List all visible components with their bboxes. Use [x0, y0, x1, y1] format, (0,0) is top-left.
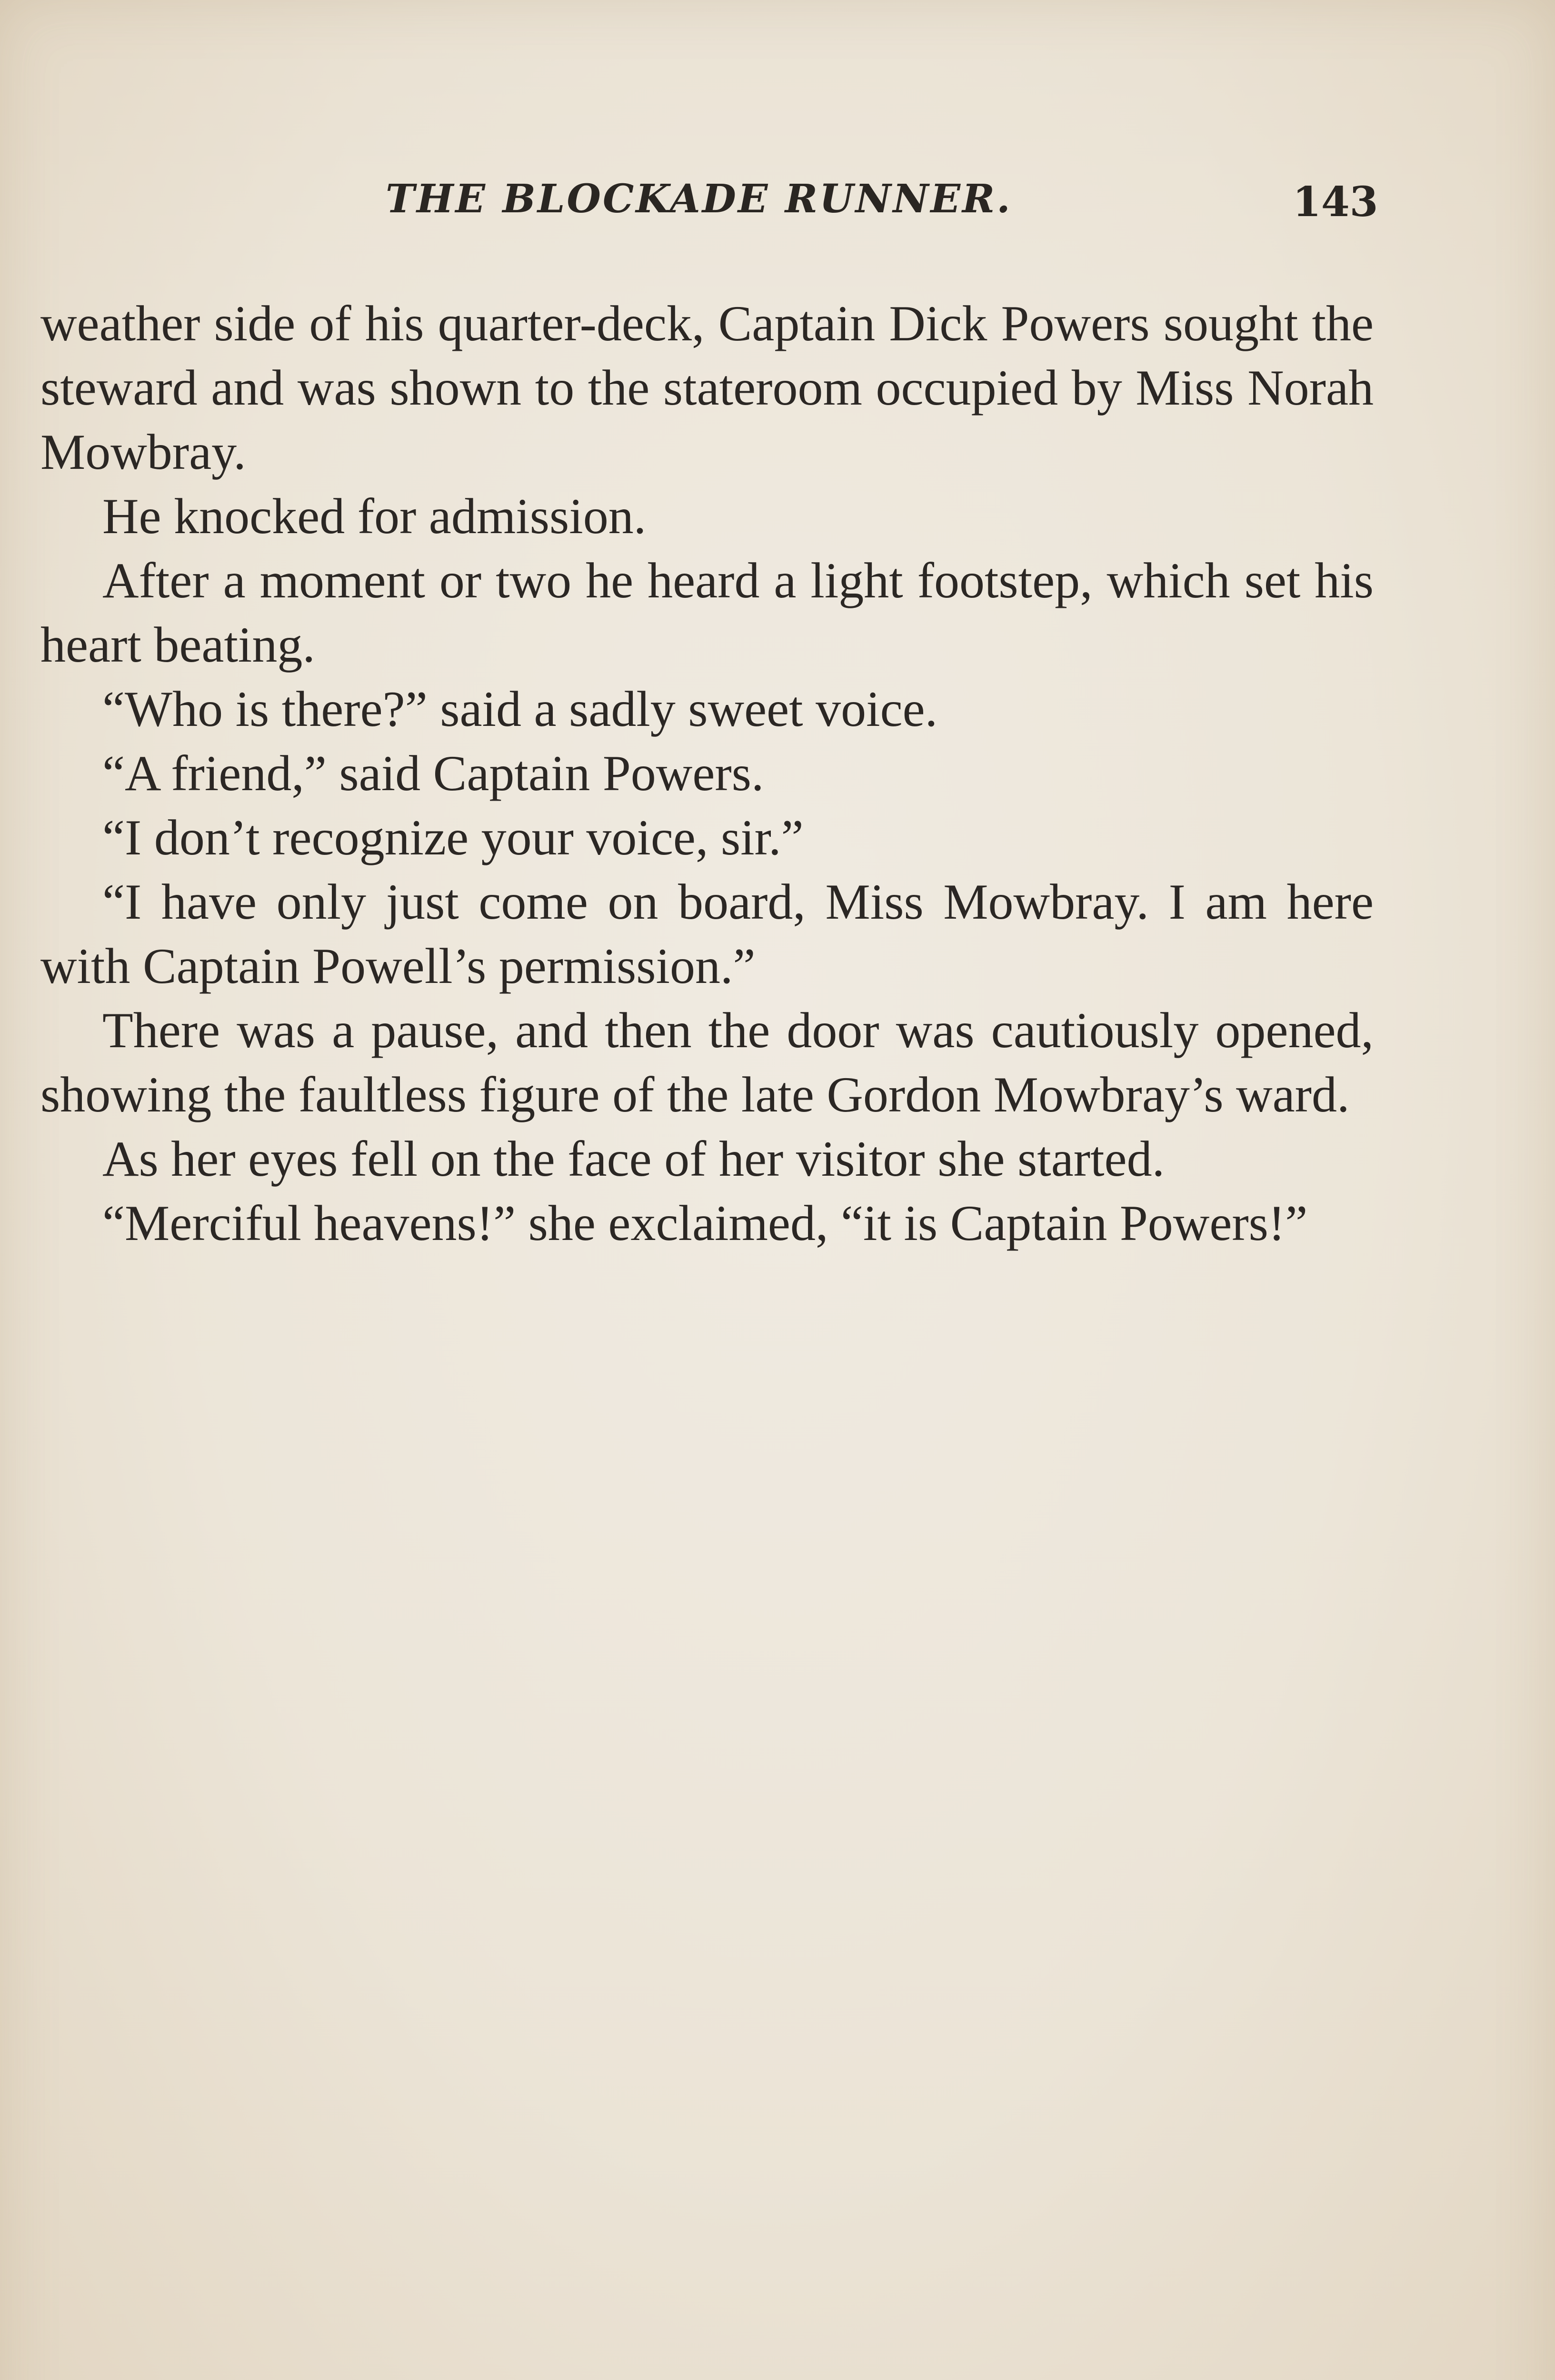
paragraph: “Who is there?” said a sadly sweet voice.	[102, 681, 938, 737]
body-text	[40, 291, 1374, 1255]
running-header	[0, 176, 1555, 243]
paragraph: After a moment or two he heard a light footstep, which set his heart beating.	[40, 553, 1374, 673]
running-title: THE BLOCKADE RUNNER.	[386, 176, 1012, 222]
paragraph: “A friend,” said Captain Powers.	[102, 745, 764, 801]
paragraph: weather side of his quarter-deck, Captain Dick Powers sought the steward and was shown to the stateroom occupied by Miss Norah Mowbray.	[40, 296, 1374, 480]
paragraph: “I don’t recognize your voice, sir.”	[102, 810, 804, 865]
paragraph: There was a pause, and then the door was cautiously opened, showing the faultless figure of the late Gordon Mowbray’s ward.	[40, 1002, 1374, 1122]
paragraph: “Merciful heavens!” she exclaimed, “it is Captain Powers!”	[102, 1195, 1308, 1251]
page-number: 143	[1293, 178, 1378, 226]
paragraph: As her eyes fell on the face of her visitor she started.	[102, 1131, 1165, 1187]
paragraph: “I have only just come on board, Miss Mowbray. I am here with Captain Powell’s permission.”	[40, 874, 1374, 994]
paragraph: He knocked for admission.	[102, 488, 647, 544]
